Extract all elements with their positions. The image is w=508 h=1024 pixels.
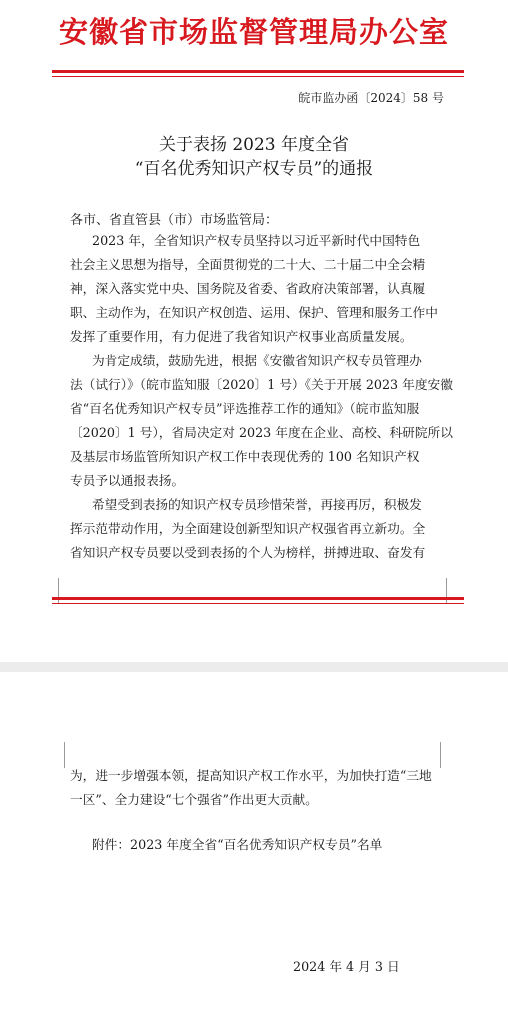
body-line: 挥示范带动作用，为全面建设创新型知识产权强省再立新功。全: [70, 521, 426, 536]
footer-red-rule-thin: [52, 603, 464, 604]
body-line: 专员予以通报表扬。: [70, 473, 185, 488]
document-title-line-2: “百名优秀知识产权专员”的通报: [134, 159, 374, 179]
body-line: 法（试行）》（皖市监知服〔2020〕1 号）《关于开展 2023 年度安徽: [70, 377, 453, 392]
page-corner-mark: [58, 578, 59, 604]
body-line: 2023 年，全省知识产权专员坚持以习近平新时代中国特色: [92, 233, 421, 248]
body-line: 职、主动作为，在知识产权创造、运用、保护、管理和服务工作中: [70, 305, 438, 320]
body-line: 为肯定成绩，鼓励先进，根据《安徽省知识产权专员管理办: [92, 353, 422, 368]
page-corner-mark: [64, 742, 65, 768]
body-line: 发挥了重要作用，有力促进了我省知识产权事业高质量发展。: [70, 329, 413, 344]
body-line: 省知识产权专员要以受到表扬的个人为榜样，拼搏进取、奋发有: [70, 545, 426, 560]
body-line: 希望受到表扬的知识产权专员珍惜荣誉，再接再厉，积极发: [92, 497, 422, 512]
page-corner-mark: [440, 742, 441, 768]
attachment-note: 附件：2023 年度全省“百名优秀知识产权专员”名单: [92, 837, 383, 852]
page-corner-mark: [446, 578, 447, 604]
body-line: 及基层市场监管所知识产权工作中表现优秀的 100 名知识产权: [70, 449, 420, 464]
salutation: 各市、省直管县（市）市场监管局：: [70, 213, 279, 228]
document-number: 皖市监办函〔2024〕58 号: [298, 91, 444, 105]
body-line: 〔2020〕1 号），省局决定对 2023 年度在企业、高校、科研院所以: [70, 425, 453, 440]
continuation-line: 一区”、全力建设“七个强省”作出更大贡献。: [70, 792, 318, 807]
body-line: 社会主义思想为指导，全面贯彻党的二十大、二十届二中全会精: [70, 257, 426, 272]
body-line: 省“百名优秀知识产权专员”评选推荐工作的通知》（皖市监知服: [70, 401, 420, 416]
org-header-title: 安徽省市场监督管理局办公室: [58, 15, 449, 49]
signature-date: 2024 年 4 月 3 日: [293, 959, 400, 974]
header-red-rule-thin: [52, 76, 464, 77]
page-separator: [0, 662, 508, 672]
footer-red-rule: [52, 597, 464, 600]
header-red-rule: [52, 70, 464, 73]
continuation-line: 为，进一步增强本领，提高知识产权工作水平，为加快打造“三地: [70, 768, 432, 783]
body-line: 神，深入落实党中央、国务院及省委、省政府决策部署，认真履: [70, 281, 426, 296]
document-title-line-1: 关于表扬 2023 年度全省: [158, 135, 350, 155]
